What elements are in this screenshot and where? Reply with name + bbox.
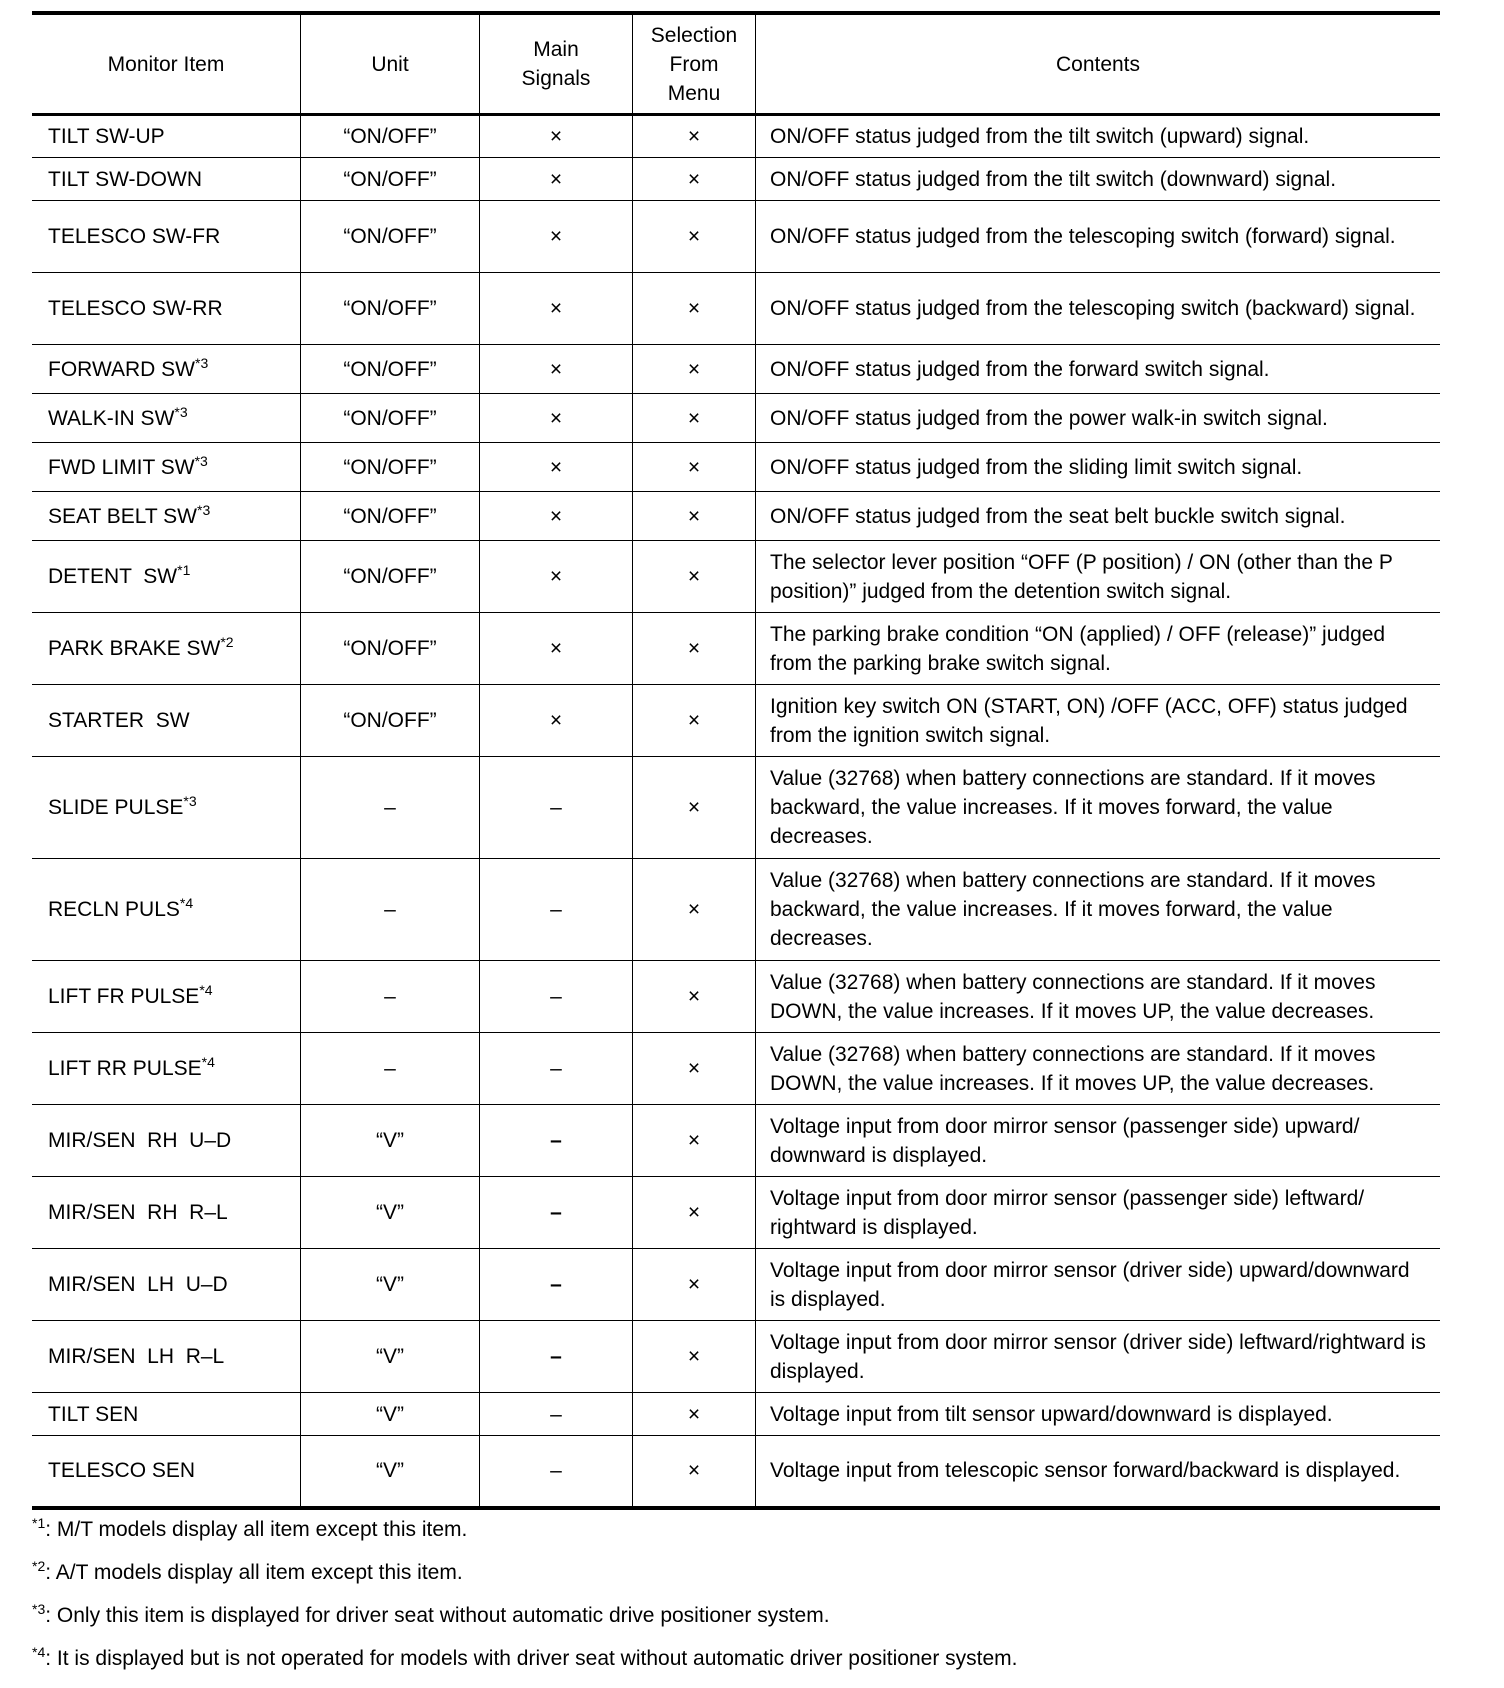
unit-cell-text: –	[384, 796, 396, 819]
monitor-item-cell-text: LIFT FR PULSE	[48, 985, 200, 1008]
selection-cell-text: ×	[687, 125, 701, 148]
unit-cell	[301, 158, 480, 201]
footnote-text: : It is displayed but is not operated for models with driver seat without automatic driver positioner system.	[45, 1647, 1018, 1670]
main-signals-cell	[480, 443, 633, 492]
monitor-item-cell	[32, 1393, 301, 1436]
unit-cell	[301, 345, 480, 394]
contents-cell-text: Voltage input from door mirror sensor (driver side) leftward/rightward is displayed.	[770, 1330, 1426, 1383]
main-signals-cell	[480, 859, 633, 961]
main-signals-cell-text: ×	[549, 504, 563, 528]
selection-cell	[633, 492, 756, 541]
contents-cell-text: Voltage input from door mirror sensor (driver side) upward/downward is displayed.	[770, 1258, 1410, 1311]
unit-cell-text: “V”	[376, 1273, 404, 1296]
selection-cell	[633, 1177, 756, 1249]
selection-cell	[633, 443, 756, 492]
monitor-item-cell-text: TILT SW-DOWN	[48, 167, 202, 191]
monitor-item-cell-text: TELESCO SW-FR	[48, 225, 221, 248]
selection-cell-text: ×	[687, 297, 701, 320]
unit-cell-text: “V”	[376, 1459, 404, 1483]
monitor-item-cell-text: WALK-IN SW	[48, 406, 175, 430]
unit-cell-text: “ON/OFF”	[343, 637, 437, 660]
contents-cell	[756, 345, 1441, 394]
footnote-ref: *3	[197, 501, 211, 518]
footnote-text: : A/T models display all item except this item.	[45, 1561, 463, 1584]
unit-cell	[301, 613, 480, 685]
main-signals-cell	[480, 394, 633, 443]
contents-cell	[756, 201, 1441, 273]
monitor-item-cell	[32, 201, 301, 273]
footnote	[32, 1558, 463, 1585]
unit-cell	[301, 1249, 480, 1321]
unit-cell-text: “V”	[376, 1129, 404, 1152]
selection-cell-text: ×	[687, 504, 701, 528]
main-signals-cell-text: ×	[549, 357, 563, 381]
monitor-item-cell-text: PARK BRAKE SW	[48, 637, 221, 660]
main-signals-cell	[480, 757, 633, 859]
unit-cell	[301, 443, 480, 492]
header-contents: Contents	[756, 13, 1441, 115]
main-signals-cell-text: ×	[549, 225, 563, 248]
main-signals-cell	[480, 492, 633, 541]
contents-cell-text: ON/OFF status judged from the seat belt buckle switch signal.	[770, 504, 1346, 528]
contents-cell-text: Voltage input from door mirror sensor (passenger side) leftward/ rightward is displayed.	[770, 1186, 1365, 1239]
main-signals-cell-text: –	[550, 1459, 562, 1483]
unit-cell	[301, 1105, 480, 1177]
footnote-text: : Only this item is displayed for driver seat without automatic drive positioner system.	[45, 1604, 830, 1627]
unit-cell	[301, 541, 480, 613]
selection-cell	[633, 1105, 756, 1177]
unit-cell-text: “ON/OFF”	[343, 357, 437, 381]
main-signals-cell	[480, 1436, 633, 1508]
footnote-ref: *4	[199, 982, 213, 998]
footnote-ref: *3	[174, 403, 188, 420]
contents-cell-text: Voltage input from tilt sensor upward/downward is displayed.	[770, 1402, 1333, 1426]
main-signals-cell	[480, 1033, 633, 1105]
monitor-item-cell	[32, 961, 301, 1033]
header-main-signals: Main Signals	[480, 13, 633, 115]
unit-cell-text: –	[384, 985, 396, 1008]
footnote-ref: *2	[220, 634, 234, 650]
main-signals-cell-text: ×	[549, 455, 563, 479]
main-signals-cell	[480, 685, 633, 757]
selection-cell-text: ×	[687, 1273, 701, 1296]
monitor-item-cell	[32, 115, 301, 158]
footnote-mark: *3	[32, 1601, 46, 1617]
header-unit: Unit	[301, 13, 480, 115]
monitor-item-cell-text: TELESCO SW-RR	[48, 297, 223, 320]
selection-cell-text: ×	[687, 1129, 701, 1152]
main-signals-cell-text: –	[550, 1273, 562, 1296]
table-row	[32, 345, 1440, 394]
contents-cell-text: The selector lever position “OFF (P position) / ON (other than the P position)” judged from the detention switch signal.	[770, 550, 1393, 603]
unit-cell	[301, 201, 480, 273]
contents-cell-text: Value (32768) when battery connections are standard. If it moves DOWN, the value increases. If it moves UP, the value decreases.	[770, 970, 1376, 1023]
main-signals-cell-text: –	[550, 1345, 562, 1368]
main-signals-cell-text: ×	[549, 297, 563, 320]
main-signals-cell-text: –	[550, 1201, 562, 1224]
monitor-item-cell-text: RECLN PULS	[48, 898, 180, 921]
table-row	[32, 961, 1440, 1033]
table-row	[32, 1177, 1440, 1249]
selection-cell-text: ×	[687, 637, 701, 660]
header-selection-from-menu: Selection From Menu	[633, 13, 756, 115]
unit-cell	[301, 1177, 480, 1249]
contents-cell	[756, 757, 1441, 859]
selection-cell	[633, 273, 756, 345]
unit-cell	[301, 1436, 480, 1508]
table-row	[32, 443, 1440, 492]
contents-cell	[756, 115, 1441, 158]
contents-cell	[756, 1177, 1441, 1249]
monitor-item-cell-text: STARTER SW	[48, 709, 190, 732]
footnote-mark: *4	[32, 1644, 46, 1660]
contents-cell	[756, 394, 1441, 443]
contents-cell	[756, 1033, 1441, 1105]
selection-cell	[633, 613, 756, 685]
selection-cell	[633, 394, 756, 443]
monitor-item-cell	[32, 1436, 301, 1508]
main-signals-cell-text: –	[550, 898, 562, 921]
contents-cell	[756, 492, 1441, 541]
selection-cell	[633, 1436, 756, 1508]
selection-cell-text: ×	[687, 357, 701, 381]
contents-cell-text: ON/OFF status judged from the sliding limit switch signal.	[770, 455, 1303, 479]
footnote-ref: *3	[195, 354, 209, 371]
unit-cell	[301, 115, 480, 158]
main-signals-cell-text: –	[550, 1402, 562, 1426]
monitor-item-cell	[32, 541, 301, 613]
monitor-item-cell	[32, 1249, 301, 1321]
monitor-item-cell	[32, 273, 301, 345]
main-signals-cell	[480, 345, 633, 394]
table-row	[32, 541, 1440, 613]
selection-cell	[633, 115, 756, 158]
selection-cell-text: ×	[687, 1201, 701, 1224]
selection-cell-text: ×	[687, 709, 701, 732]
footnote-ref: *3	[183, 793, 197, 809]
monitor-item-cell	[32, 443, 301, 492]
selection-cell-text: ×	[687, 796, 701, 819]
unit-cell	[301, 859, 480, 961]
selection-cell	[633, 345, 756, 394]
contents-cell-text: ON/OFF status judged from the telescoping switch (backward) signal.	[770, 297, 1416, 320]
contents-cell-text: ON/OFF status judged from the power walk-in switch signal.	[770, 406, 1328, 430]
footnote-text: : M/T models display all item except this item.	[45, 1518, 468, 1541]
contents-cell	[756, 541, 1441, 613]
contents-cell-text: Value (32768) when battery connections are standard. If it moves backward, the value increases. If it moves forward, the value decreases.	[770, 767, 1376, 848]
contents-cell-text: ON/OFF status judged from the telescoping switch (forward) signal.	[770, 225, 1396, 248]
monitor-item-cell-text: LIFT RR PULSE	[48, 1057, 202, 1080]
selection-cell	[633, 961, 756, 1033]
table-row	[32, 859, 1440, 961]
monitor-item-cell-text: SLIDE PULSE	[48, 796, 184, 819]
header-monitor-item: Monitor Item	[32, 13, 301, 115]
footnote	[32, 1601, 830, 1628]
monitor-item-cell	[32, 394, 301, 443]
monitor-item-cell-text: MIR/SEN LH U–D	[48, 1273, 228, 1296]
contents-cell-text: Value (32768) when battery connections are standard. If it moves backward, the value increases. If it moves forward, the value decreases.	[770, 869, 1376, 950]
unit-cell	[301, 1393, 480, 1436]
main-signals-cell-text: ×	[549, 565, 563, 588]
selection-cell	[633, 1321, 756, 1393]
monitor-item-cell-text: SEAT BELT SW	[48, 504, 197, 528]
monitor-item-cell	[32, 158, 301, 201]
monitor-item-cell	[32, 1105, 301, 1177]
unit-cell	[301, 685, 480, 757]
selection-cell	[633, 541, 756, 613]
unit-cell-text: “ON/OFF”	[343, 167, 437, 191]
table-row	[32, 1033, 1440, 1105]
contents-cell	[756, 1436, 1441, 1508]
table-row	[32, 1105, 1440, 1177]
monitor-item-cell-text: MIR/SEN RH U–D	[48, 1129, 232, 1152]
table-row	[32, 273, 1440, 345]
selection-cell-text: ×	[687, 1459, 701, 1483]
selection-cell-text: ×	[687, 1057, 701, 1080]
monitor-item-table	[32, 11, 1440, 1510]
unit-cell	[301, 394, 480, 443]
unit-cell	[301, 273, 480, 345]
main-signals-cell	[480, 1321, 633, 1393]
selection-cell-text: ×	[687, 1345, 701, 1368]
contents-cell	[756, 273, 1441, 345]
main-signals-cell	[480, 613, 633, 685]
monitor-item-cell	[32, 757, 301, 859]
selection-cell-text: ×	[687, 225, 701, 248]
selection-cell-text: ×	[687, 985, 701, 1008]
selection-cell	[633, 201, 756, 273]
contents-cell	[756, 1249, 1441, 1321]
unit-cell-text: “ON/OFF”	[343, 504, 437, 528]
contents-cell	[756, 961, 1441, 1033]
table-row	[32, 1321, 1440, 1393]
main-signals-cell	[480, 158, 633, 201]
contents-cell-text: Voltage input from telescopic sensor forward/backward is displayed.	[770, 1459, 1401, 1483]
table-row	[32, 394, 1440, 443]
footnote	[32, 1515, 468, 1542]
monitor-item-cell-text: MIR/SEN LH R–L	[48, 1345, 225, 1368]
footnote-mark: *1	[32, 1515, 46, 1531]
main-signals-cell-text: ×	[549, 637, 563, 660]
selection-cell-text: ×	[687, 455, 701, 479]
footnote-mark: *2	[32, 1558, 46, 1574]
contents-cell	[756, 158, 1441, 201]
monitor-item-cell	[32, 859, 301, 961]
unit-cell-text: –	[384, 1057, 396, 1080]
contents-cell	[756, 613, 1441, 685]
selection-cell	[633, 158, 756, 201]
main-signals-cell-text: ×	[549, 406, 563, 430]
unit-cell-text: “ON/OFF”	[343, 709, 437, 732]
monitor-item-cell	[32, 1033, 301, 1105]
table-header-row	[32, 13, 1440, 115]
contents-cell	[756, 1321, 1441, 1393]
main-signals-cell	[480, 1105, 633, 1177]
unit-cell-text: “ON/OFF”	[343, 297, 437, 320]
contents-cell-text: Voltage input from door mirror sensor (passenger side) upward/ downward is displayed.	[770, 1114, 1360, 1167]
contents-cell	[756, 443, 1441, 492]
unit-cell-text: “ON/OFF”	[343, 565, 437, 588]
unit-cell	[301, 1321, 480, 1393]
monitor-item-cell-text: TILT SEN	[48, 1402, 139, 1426]
monitor-item-cell	[32, 345, 301, 394]
contents-cell-text: ON/OFF status judged from the forward switch signal.	[770, 357, 1270, 381]
contents-cell	[756, 1393, 1441, 1436]
selection-cell	[633, 685, 756, 757]
main-signals-cell-text: ×	[549, 167, 563, 191]
main-signals-cell-text: –	[550, 796, 562, 819]
unit-cell-text: “ON/OFF”	[343, 225, 437, 248]
main-signals-cell-text: ×	[549, 125, 563, 148]
unit-cell	[301, 492, 480, 541]
table-row	[32, 115, 1440, 158]
selection-cell	[633, 859, 756, 961]
main-signals-cell-text: –	[550, 1129, 562, 1152]
table-row	[32, 757, 1440, 859]
unit-cell-text: “ON/OFF”	[343, 125, 437, 148]
selection-cell-text: ×	[687, 898, 701, 921]
contents-cell-text: ON/OFF status judged from the tilt switch (downward) signal.	[770, 167, 1337, 191]
monitor-item-cell-text: FORWARD SW	[48, 357, 195, 381]
main-signals-cell	[480, 115, 633, 158]
monitor-item-cell	[32, 613, 301, 685]
main-signals-cell	[480, 1249, 633, 1321]
unit-cell-text: “ON/OFF”	[343, 455, 437, 479]
table-row	[32, 685, 1440, 757]
table-row	[32, 1249, 1440, 1321]
selection-cell-text: ×	[687, 167, 701, 191]
table-row	[32, 1436, 1440, 1508]
contents-cell	[756, 859, 1441, 961]
unit-cell-text: “ON/OFF”	[343, 406, 437, 430]
selection-cell	[633, 1393, 756, 1436]
table-row	[32, 201, 1440, 273]
contents-cell-text: Value (32768) when battery connections are standard. If it moves DOWN, the value increases. If it moves UP, the value decreases.	[770, 1042, 1376, 1095]
monitor-item-cell-text: TILT SW-UP	[48, 125, 165, 148]
table-row	[32, 158, 1440, 201]
selection-cell-text: ×	[687, 406, 701, 430]
main-signals-cell	[480, 1393, 633, 1436]
monitor-item-cell-text: MIR/SEN RH R–L	[48, 1201, 228, 1224]
table-row	[32, 492, 1440, 541]
unit-cell	[301, 1033, 480, 1105]
main-signals-cell-text: –	[550, 985, 562, 1008]
unit-cell	[301, 757, 480, 859]
monitor-item-cell	[32, 1177, 301, 1249]
main-signals-cell-text: –	[550, 1057, 562, 1080]
unit-cell	[301, 961, 480, 1033]
monitor-item-cell-text: DETENT SW	[48, 565, 178, 588]
unit-cell-text: “V”	[376, 1201, 404, 1224]
contents-cell	[756, 685, 1441, 757]
footnote-ref: *4	[201, 1054, 215, 1070]
main-signals-cell	[480, 961, 633, 1033]
main-signals-cell	[480, 1177, 633, 1249]
contents-cell-text: The parking brake condition “ON (applied) / OFF (release)” judged from the parking brake switch signal.	[770, 622, 1386, 675]
unit-cell-text: –	[384, 898, 396, 921]
selection-cell	[633, 1033, 756, 1105]
footnote-ref: *3	[194, 452, 208, 469]
monitor-item-cell	[32, 685, 301, 757]
main-signals-cell	[480, 273, 633, 345]
unit-cell-text: “V”	[376, 1345, 404, 1368]
contents-cell	[756, 1105, 1441, 1177]
monitor-item-cell-text: TELESCO SEN	[48, 1459, 196, 1483]
table-row	[32, 1393, 1440, 1436]
selection-cell	[633, 1249, 756, 1321]
monitor-item-cell-text: FWD LIMIT SW	[48, 455, 195, 479]
selection-cell-text: ×	[687, 565, 701, 588]
footnote-ref: *1	[177, 562, 191, 578]
monitor-item-cell	[32, 1321, 301, 1393]
unit-cell-text: “V”	[376, 1402, 404, 1426]
monitor-item-cell	[32, 492, 301, 541]
contents-cell-text: ON/OFF status judged from the tilt switch (upward) signal.	[770, 125, 1310, 148]
selection-cell-text: ×	[687, 1402, 701, 1426]
table-row	[32, 613, 1440, 685]
footnote	[32, 1644, 1018, 1671]
main-signals-cell	[480, 541, 633, 613]
main-signals-cell-text: ×	[549, 709, 563, 732]
selection-cell	[633, 757, 756, 859]
main-signals-cell	[480, 201, 633, 273]
contents-cell-text: Ignition key switch ON (START, ON) /OFF (ACC, OFF) status judged from the ignition switch signal.	[770, 694, 1408, 747]
footnote-ref: *4	[179, 895, 194, 911]
